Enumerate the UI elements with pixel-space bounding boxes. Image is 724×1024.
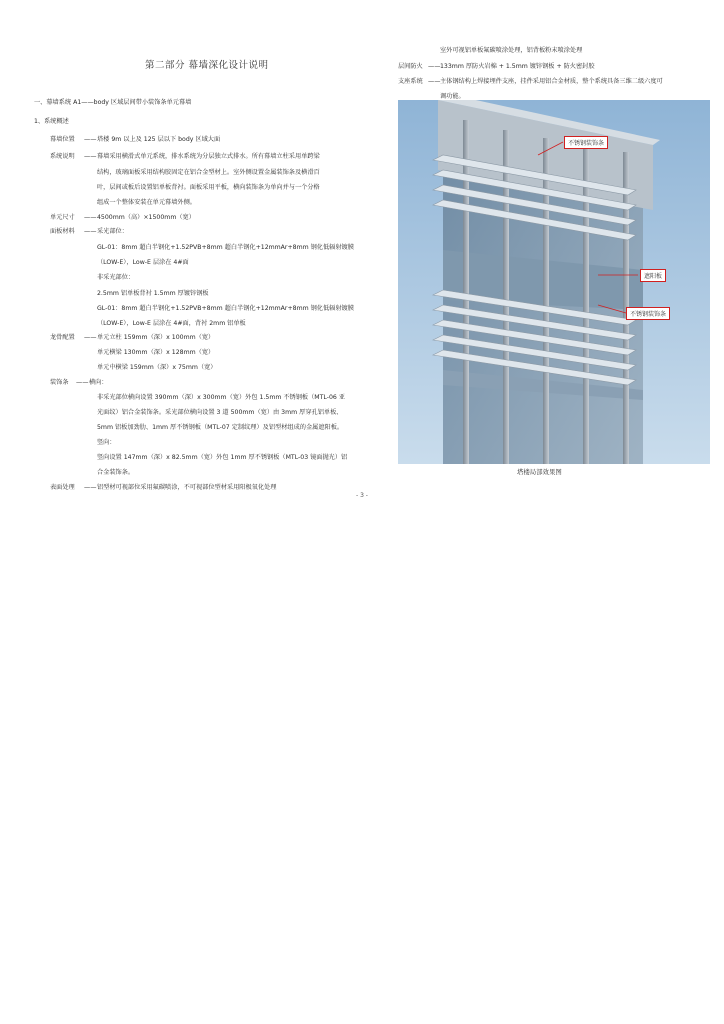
frame-line: 单元立柱 159mm（深）x 100mm（宽） bbox=[97, 334, 215, 341]
fire-sep: —— bbox=[428, 63, 441, 70]
mullion bbox=[583, 145, 589, 464]
section-heading: 一、幕墙系统 A1——body 区域层间带小装饰条单元幕墙 bbox=[34, 99, 192, 106]
panel-line: 非采光部位： bbox=[97, 274, 135, 281]
panel-line: 2.5mm 铝单板背衬 1.5mm 厚镀锌钢板 bbox=[97, 290, 209, 297]
row-text: 采光部位： bbox=[97, 228, 128, 235]
support-text: 主体钢结构上焊接埋件支座，挂件采用铝合金材质，整个系统具备三维二级六度可 bbox=[440, 78, 663, 85]
support-text-cont: 调功能。 bbox=[440, 93, 465, 100]
frame-line: 单元中横梁 159mm（深）x 75mm（宽） bbox=[97, 364, 217, 371]
row-text: 塔楼 9m 以上及 125 层以下 body 区域大面 bbox=[97, 136, 221, 143]
support-label: 支座系统 bbox=[398, 78, 423, 85]
frame-line: 单元横梁 130mm（深）x 128mm（宽） bbox=[97, 349, 215, 356]
frame-label: 龙骨配置 bbox=[50, 334, 75, 341]
row-sep: —— bbox=[84, 214, 97, 221]
deco-line: 光面纹）铝合金装饰条。采光部位横向设置 3 道 500mm（宽）由 3mm 厚穿孔铝单板、 bbox=[97, 409, 343, 416]
deco-line: 5mm 铝板加劲肋、1mm 厚不锈钢板（MTL-07 定制纹理）及铝型材组成的金属遮阳板。 bbox=[97, 424, 344, 431]
panel-line: （LOW-E），Low-E 层涂在 4#面，背衬 2mm 铝单板 bbox=[97, 320, 246, 327]
surface-text: 铝型材可视部位采用氟碳喷涂，不可视部位型材采用阳极氧化处理 bbox=[97, 484, 277, 491]
deco-head: 横向： bbox=[89, 379, 108, 386]
page-number: - 3 - bbox=[356, 492, 368, 499]
deco-line: 竖向设置 147mm（深）x 82.5mm（宽）外包 1mm 厚不锈钢板（MTL-03 镜面抛光）铝 bbox=[97, 454, 348, 461]
fire-text: 133mm 厚防火岩棉 + 1.5mm 镀锌钢板 + 防火密封胶 bbox=[440, 63, 595, 70]
deco-line: 合金装饰条。 bbox=[97, 469, 135, 476]
row-text: 幕墙采用横滑式单元系统，排水系统为分层独立式排水。所有幕墙立柱采用单跨梁 bbox=[97, 153, 320, 160]
row-label: 系统说明 bbox=[50, 153, 75, 160]
right-top-line: 室外可视铝单板氟碳喷涂处理，铝背板粉末喷涂处理 bbox=[440, 47, 583, 54]
row-sep: —— bbox=[84, 228, 97, 235]
deco-label: 装饰条 bbox=[50, 379, 69, 386]
row-label: 面板材料 bbox=[50, 228, 75, 235]
figure-caption: 塔楼局部效果图 bbox=[517, 468, 562, 476]
subsection-heading: 1、系统概述 bbox=[34, 118, 69, 125]
surface-sep: —— bbox=[84, 484, 97, 491]
mullion bbox=[463, 120, 469, 464]
callout-top: 不锈钢装饰条 bbox=[564, 136, 608, 149]
surface-label: 表面处理 bbox=[50, 484, 75, 491]
row-text: 组成一个整体安装在单元幕墙外侧。 bbox=[97, 199, 196, 206]
row-text: 结构，玻璃面板采用结构胶固定在铝合金型材上。室外侧设置金属装饰条及横滑百 bbox=[97, 169, 320, 176]
facade-rendering-svg bbox=[398, 100, 710, 464]
row-label: 单元尺寸 bbox=[50, 214, 75, 221]
callout-mid: 遮阳板 bbox=[640, 269, 666, 282]
page-title: 第二部分 幕墙深化设计说明 bbox=[145, 60, 269, 71]
row-text: 叶，层间或板后设置铝单板背衬。面板采用平板，横向装饰条为单向并与一个分格 bbox=[97, 184, 320, 191]
panel-line: （LOW-E），Low-E 层涂在 4#面 bbox=[97, 259, 189, 266]
row-sep: —— bbox=[84, 153, 97, 160]
facade-rendering bbox=[398, 100, 710, 464]
panel-line: GL-01：8mm 超白半钢化+1.52PVB+8mm 超白半钢化+12mmAr+8mm 钢化低辐射镀膜 bbox=[97, 244, 354, 251]
support-sep: —— bbox=[428, 78, 441, 85]
row-sep: —— bbox=[84, 136, 97, 143]
row-text: 4500mm（高）×1500mm（宽） bbox=[97, 214, 195, 221]
deco-line: 竖向： bbox=[97, 439, 116, 446]
panel-line: GL-01：8mm 超白半钢化+1.52PVB+8mm 超白半钢化+12mmAr+8mm 钢化低辐射镀膜 bbox=[97, 305, 354, 312]
deco-sep: —— bbox=[76, 379, 89, 386]
fire-label: 层间防火 bbox=[398, 63, 423, 70]
frame-sep: —— bbox=[84, 334, 97, 341]
row-label: 幕墙位置 bbox=[50, 136, 75, 143]
mullion bbox=[503, 130, 509, 464]
callout-bottom: 不锈钢装饰条 bbox=[626, 307, 670, 320]
mullion bbox=[543, 138, 549, 464]
deco-line: 非采光部位横向设置 390mm（深）x 300mm（宽）外包 1.5mm 不锈钢板（MTL-06 亚 bbox=[97, 394, 345, 401]
